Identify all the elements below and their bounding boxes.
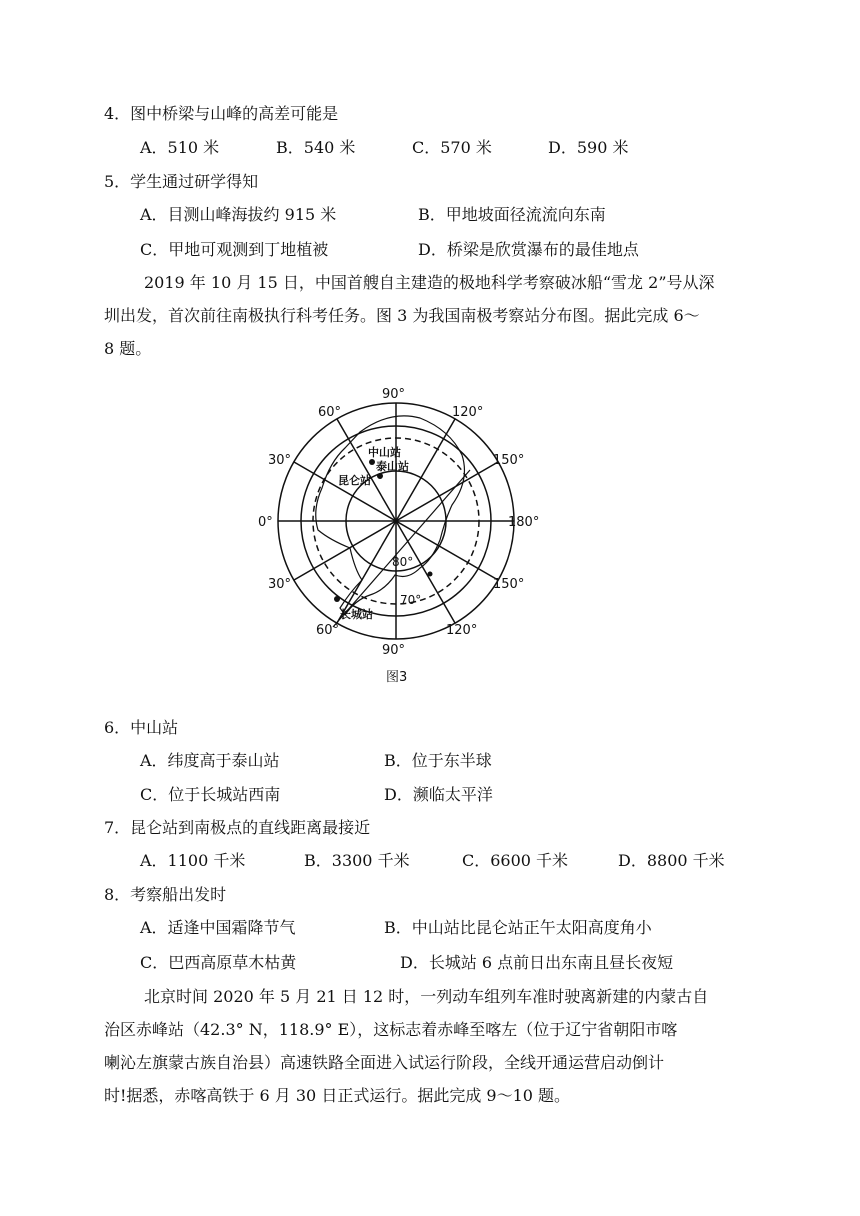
label-lat-80: 80° <box>392 555 414 569</box>
passage-2-line-2: 治区赤峰站（42.3° N，118.9° E），这标志着赤峰至喀左（位于辽宁省朝阳市喀 <box>104 1020 678 1039</box>
label-zhongshan-station: 中山站 <box>368 446 401 459</box>
label-60-upper-left: 60° <box>318 405 342 420</box>
label-taishan-station: 泰山站 <box>376 460 409 473</box>
question-8-option-d: D．长城站 6 点前日出东南且昼长夜短 <box>400 953 674 972</box>
question-4-option-c: C．570 米 <box>412 138 492 157</box>
label-bottom-90: 90° <box>382 643 406 658</box>
label-60-lower-left: 60° <box>316 623 340 638</box>
question-4-option-d: D．590 米 <box>548 138 629 157</box>
passage-2-line-1: 北京时间 2020 年 5 月 21 日 12 时，一列动车组列车准时驶离新建的内蒙古自 <box>144 987 709 1006</box>
changcheng-dot <box>334 596 340 602</box>
question-4-option-a: A．510 米 <box>140 138 220 157</box>
label-30-upper-left: 30° <box>268 453 292 468</box>
passage-2-line-4: 时!据悉，赤喀高铁于 6 月 30 日正式运行。据此完成 9～10 题。 <box>104 1086 571 1105</box>
label-top-90: 90° <box>382 387 406 402</box>
passage-1-line-2: 圳出发，首次前往南极执行科考任务。图 3 为我国南极考察站分布图。据此完成 6～ <box>104 306 700 325</box>
question-4-option-b: B．540 米 <box>276 138 356 157</box>
extra-station-dot <box>428 572 433 577</box>
question-5-option-b: B．甲地坡面径流流向东南 <box>418 205 606 224</box>
label-120-upper-right: 120° <box>452 405 484 420</box>
label-kunlun-station: 昆仑站 <box>338 474 371 487</box>
map-graticule <box>278 403 514 639</box>
zhongshan-dot <box>369 459 375 465</box>
question-5-stem: 5．学生通过研学得知 <box>104 172 259 191</box>
label-150-lower-right: 150° <box>493 577 525 592</box>
question-7-option-c: C．6600 千米 <box>462 851 569 870</box>
question-8-stem: 8．考察船出发时 <box>104 885 227 904</box>
question-7-option-a: A．1100 千米 <box>140 851 246 870</box>
kunlun-dot <box>377 473 383 479</box>
passage-2 <box>104 980 724 1112</box>
question-5-option-c: C．甲地可观测到丁地植被 <box>140 240 329 259</box>
question-5-option-a: A．目测山峰海拔约 915 米 <box>140 205 337 224</box>
label-30-lower-left: 30° <box>268 577 292 592</box>
antarctic-station-map <box>250 385 550 660</box>
question-8-option-c: C．巴西高原草木枯黄 <box>140 953 297 972</box>
question-7-stem: 7．昆仑站到南极点的直线距离最接近 <box>104 818 371 837</box>
question-6-option-c: C．位于长城站西南 <box>140 785 281 804</box>
passage-1-line-3: 8 题。 <box>104 339 152 358</box>
question-7-option-b: B．3300 千米 <box>304 851 410 870</box>
label-lat-70: 70° <box>400 593 422 607</box>
figure-caption: 图3 <box>386 670 408 685</box>
label-150-upper-right: 150° <box>493 453 525 468</box>
label-120-lower-right: 120° <box>446 623 478 638</box>
question-6-option-b: B．位于东半球 <box>384 751 492 770</box>
question-8-option-b: B．中山站比昆仑站正午太阳高度角小 <box>384 918 652 937</box>
passage-1-line-1: 2019 年 10 月 15 日，中国首艘自主建造的极地科学考察破冰船“雪龙 2”号从深 <box>144 273 715 292</box>
question-7-option-d: D．8800 千米 <box>618 851 725 870</box>
question-6-option-d: D．濒临太平洋 <box>384 785 493 804</box>
label-left-0: 0° <box>258 515 273 530</box>
question-8-option-a: A．适逢中国霜降节气 <box>140 918 296 937</box>
label-changcheng-station: 长城站 <box>340 608 373 621</box>
passage-2-line-3: 喇沁左旗蒙古族自治县）高速铁路全面进入试运行阶段，全线开通运营启动倒计 <box>104 1053 665 1072</box>
label-right-180: 180° <box>508 515 540 530</box>
question-6-stem: 6．中山站 <box>104 718 179 737</box>
passage-1 <box>104 266 724 365</box>
question-4-stem: 4．图中桥梁与山峰的高差可能是 <box>104 104 339 123</box>
question-5-option-d: D．桥梁是欣赏瀑布的最佳地点 <box>418 240 639 259</box>
question-6-option-a: A．纬度高于泰山站 <box>140 751 280 770</box>
